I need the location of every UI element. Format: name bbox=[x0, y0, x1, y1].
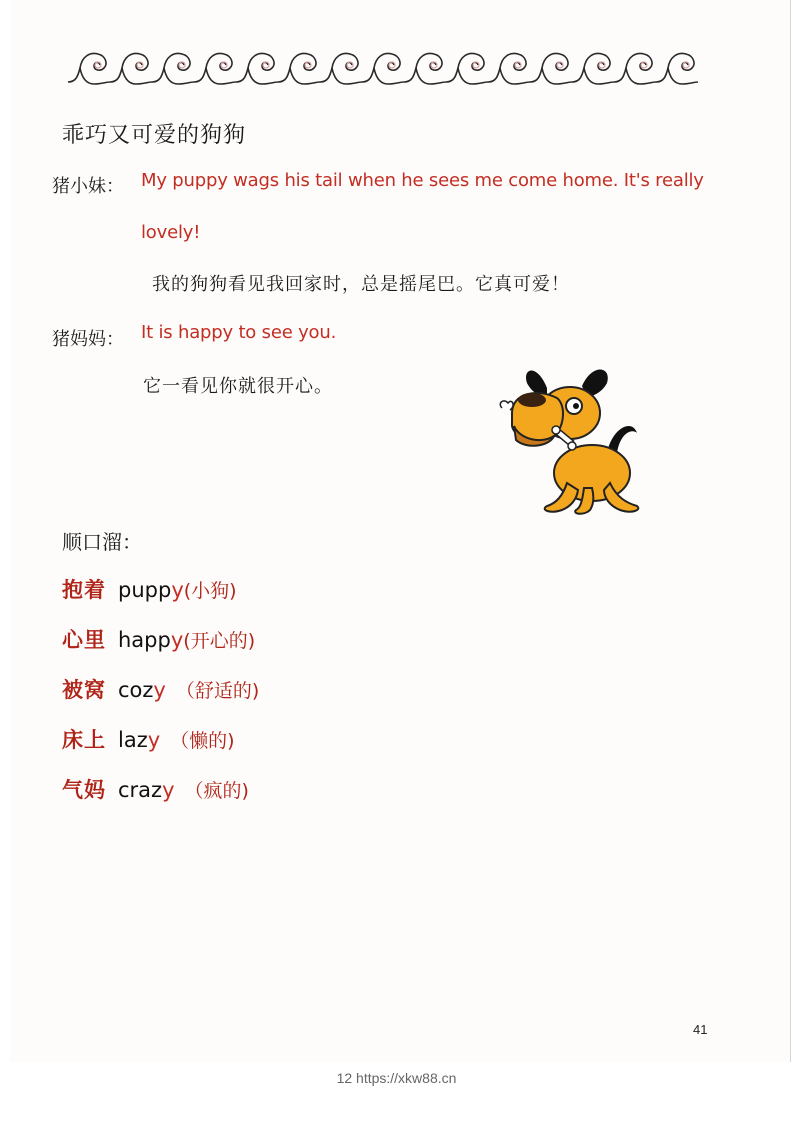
rhyme-row bbox=[62, 574, 237, 604]
rhyme-gloss: （疯的) bbox=[184, 780, 249, 802]
page-number: 41 bbox=[693, 1022, 708, 1037]
rhyme-row bbox=[62, 674, 259, 704]
footer-watermark: 12 https://xkw88.cn bbox=[336, 1070, 457, 1086]
rhyme-english-word: cozy bbox=[118, 678, 166, 702]
rhyme-chinese: 气妈 bbox=[62, 778, 106, 802]
rhyme-chinese: 心里 bbox=[62, 628, 106, 652]
rhyme-english-word: lazy bbox=[118, 728, 161, 752]
rhyme-chinese: 被窝 bbox=[62, 678, 106, 702]
rhyme-row bbox=[62, 774, 249, 804]
book-page bbox=[10, 0, 791, 1062]
rhyme-row bbox=[62, 724, 235, 754]
rhyme-gloss: （舒适的) bbox=[175, 680, 260, 702]
rhyme-gloss: (开心的) bbox=[183, 630, 256, 652]
rhyme-english-word: crazy bbox=[118, 778, 175, 802]
rhyme-row bbox=[62, 624, 255, 654]
rhyme-chinese: 床上 bbox=[62, 728, 106, 752]
speaker-label: 猪小妹： bbox=[52, 176, 124, 197]
lesson-title: 乖巧又可爱的狗狗 bbox=[62, 123, 247, 148]
english-sentence: My puppy wags his tail when he sees me come home. It's really bbox=[141, 170, 704, 191]
chinese-translation: 它一看见你就很开心。 bbox=[143, 376, 333, 397]
rhyme-heading: 顺口溜： bbox=[62, 530, 142, 554]
speaker-label: 猪妈妈： bbox=[52, 329, 124, 350]
spiral-border-decoration bbox=[68, 48, 708, 90]
rhyme-english-word: puppy bbox=[118, 578, 184, 602]
rhyme-gloss: (小狗) bbox=[183, 580, 237, 602]
rhyme-english-word: happy bbox=[118, 628, 184, 652]
rhyme-gloss: （懒的) bbox=[170, 730, 235, 752]
rhyme-chinese: 抱着 bbox=[62, 578, 106, 602]
cartoon-dog-illustration bbox=[492, 358, 652, 523]
english-sentence: It is happy to see you. bbox=[141, 322, 337, 343]
english-sentence-continued: lovely! bbox=[141, 222, 201, 243]
chinese-translation: 我的狗狗看见我回家时，总是摇尾巴。它真可爱！ bbox=[152, 274, 570, 295]
